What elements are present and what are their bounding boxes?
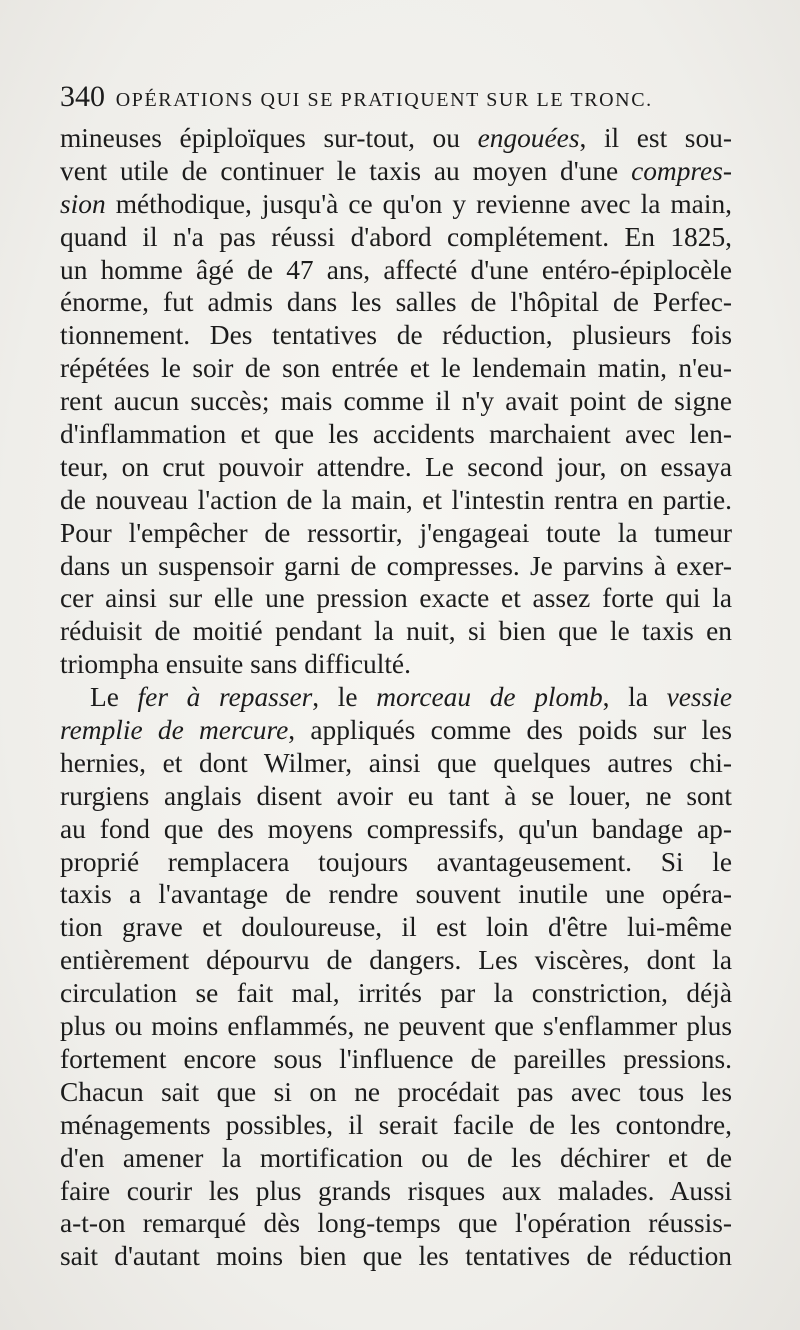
text-line — [60, 977, 732, 1010]
text-run: rent aucun succès; mais comme il n'y avait point de signe — [60, 386, 732, 417]
text-line — [60, 451, 732, 484]
italic-text: engouées — [477, 123, 580, 153]
text-line — [60, 582, 732, 615]
text-line — [60, 648, 732, 681]
text-line — [60, 1010, 732, 1043]
text-line — [60, 878, 732, 911]
text-run: cer ainsi sur elle une pression exacte et assez forte qui la — [60, 583, 732, 614]
text-line — [60, 911, 732, 944]
text-line — [60, 944, 732, 977]
text-run: dans un suspensoir garni de compresses. Je parvins à exer- — [60, 550, 732, 581]
text-line — [60, 1207, 732, 1240]
text-run: Le — [90, 682, 138, 713]
text-run: réduisit de moitié pendant la nuit, si bien que le taxis en — [60, 616, 732, 647]
italic-text: fer à repasser — [137, 682, 313, 713]
italic-text: vessie — [666, 682, 732, 713]
text-line — [60, 155, 732, 188]
text-run: quand il n'a pas réussi d'abord complétement. En 1825, — [60, 221, 732, 252]
page-number: 340 — [60, 80, 105, 113]
running-title: OPÉRATIONS QUI SE PRATIQUENT SUR LE TRONC. — [115, 89, 653, 111]
text-run: un homme âgé de 47 ans, affecté d'une entéro-épiplocèle — [60, 254, 732, 285]
text-run: sait d'autant moins bien que les tentatives de réduction — [60, 1241, 732, 1272]
text-line — [60, 188, 732, 221]
text-run: vent utile de continuer le taxis au moyen d'une — [60, 155, 632, 186]
text-run: triompha ensuite sans difficulté. — [60, 649, 411, 680]
text-line — [60, 846, 732, 879]
text-run: , appliqués comme des poids sur les — [288, 715, 732, 746]
text-line — [60, 254, 732, 287]
text-run: ménagements possibles, il serait facile de les contondre, — [60, 1109, 732, 1140]
text-line — [60, 1076, 732, 1109]
running-header — [60, 80, 740, 114]
italic-text: compres- — [631, 155, 732, 186]
text-run: Chacun sait que si on ne procédait pas avec tous les — [60, 1076, 732, 1107]
text-run: hernies, et dont Wilmer, ainsi que quelques autres chi- — [60, 747, 732, 778]
text-run: d'en amener la mortification ou de les déchirer et de — [60, 1142, 732, 1173]
text-line — [60, 352, 732, 385]
text-line — [60, 747, 732, 780]
text-run: méthodique, jusqu'à ce qu'on y revienne avec la main, — [105, 188, 732, 219]
italic-text: remplie de mercure — [60, 715, 289, 746]
text-line — [60, 1240, 732, 1273]
italic-text: morceau de plomb — [376, 682, 603, 713]
text-run: , il est sou- — [579, 123, 732, 153]
text-line — [60, 1043, 732, 1076]
text-run: teur, on crut pouvoir attendre. Le second jour, on essaya — [60, 451, 732, 482]
text-line — [60, 813, 732, 846]
text-run: d'inflammation et que les accidents marchaient avec len- — [60, 419, 732, 450]
text-line — [60, 418, 732, 451]
text-run: a-t-on remarqué dès long-temps que l'opération réussis- — [60, 1208, 732, 1239]
text-line — [60, 681, 732, 714]
text-run: Pour l'empêcher de ressortir, j'engageai toute la tumeur — [60, 517, 732, 548]
italic-text: sion — [60, 188, 106, 219]
text-line — [60, 319, 732, 352]
text-run: circulation se fait mal, irrités par la constriction, déjà — [60, 978, 732, 1009]
text-run: , le — [312, 682, 377, 713]
text-run: tionnement. Des tentatives de réduction, plusieurs fois — [60, 320, 732, 351]
text-line — [60, 122, 732, 155]
text-line — [60, 286, 732, 319]
text-run: proprié remplacera toujours avantageusement. Si le — [60, 846, 732, 877]
text-run: plus ou moins enflammés, ne peuvent que s'enflammer plus — [60, 1011, 732, 1042]
text-run: tion grave et douloureuse, il est loin d'être lui-même — [60, 912, 732, 943]
text-run: rurgiens anglais disent avoir eu tant à se louer, ne sont — [60, 780, 732, 811]
text-line — [60, 550, 732, 583]
text-line — [60, 615, 732, 648]
text-line — [60, 1175, 732, 1208]
text-run: énorme, fut admis dans les salles de l'hôpital de Perfec- — [60, 287, 732, 318]
text-run: entièrement dépourvu de dangers. Les viscères, dont la — [60, 945, 732, 976]
text-line — [60, 714, 732, 747]
text-line — [60, 385, 732, 418]
text-line — [60, 780, 732, 813]
body-text — [60, 122, 732, 1273]
text-run: , la — [602, 682, 667, 713]
text-line — [60, 517, 732, 550]
text-run: mineuses épiploïques sur-tout, ou — [60, 123, 478, 153]
text-line — [60, 484, 732, 517]
text-run: taxis a l'avantage de rendre souvent inutile une opéra- — [60, 879, 732, 910]
text-line — [60, 221, 732, 254]
text-run: faire courir les plus grands risques aux malades. Aussi — [60, 1175, 732, 1206]
text-line — [60, 1142, 732, 1175]
text-run: répétées le soir de son entrée et le lendemain matin, n'eu- — [60, 353, 732, 384]
text-run: au fond que des moyens compressifs, qu'un bandage ap- — [60, 813, 732, 844]
text-run: de nouveau l'action de la main, et l'intestin rentra en partie. — [60, 484, 732, 515]
text-run: fortement encore sous l'influence de pareilles pressions. — [60, 1043, 732, 1074]
text-line — [60, 1109, 732, 1142]
